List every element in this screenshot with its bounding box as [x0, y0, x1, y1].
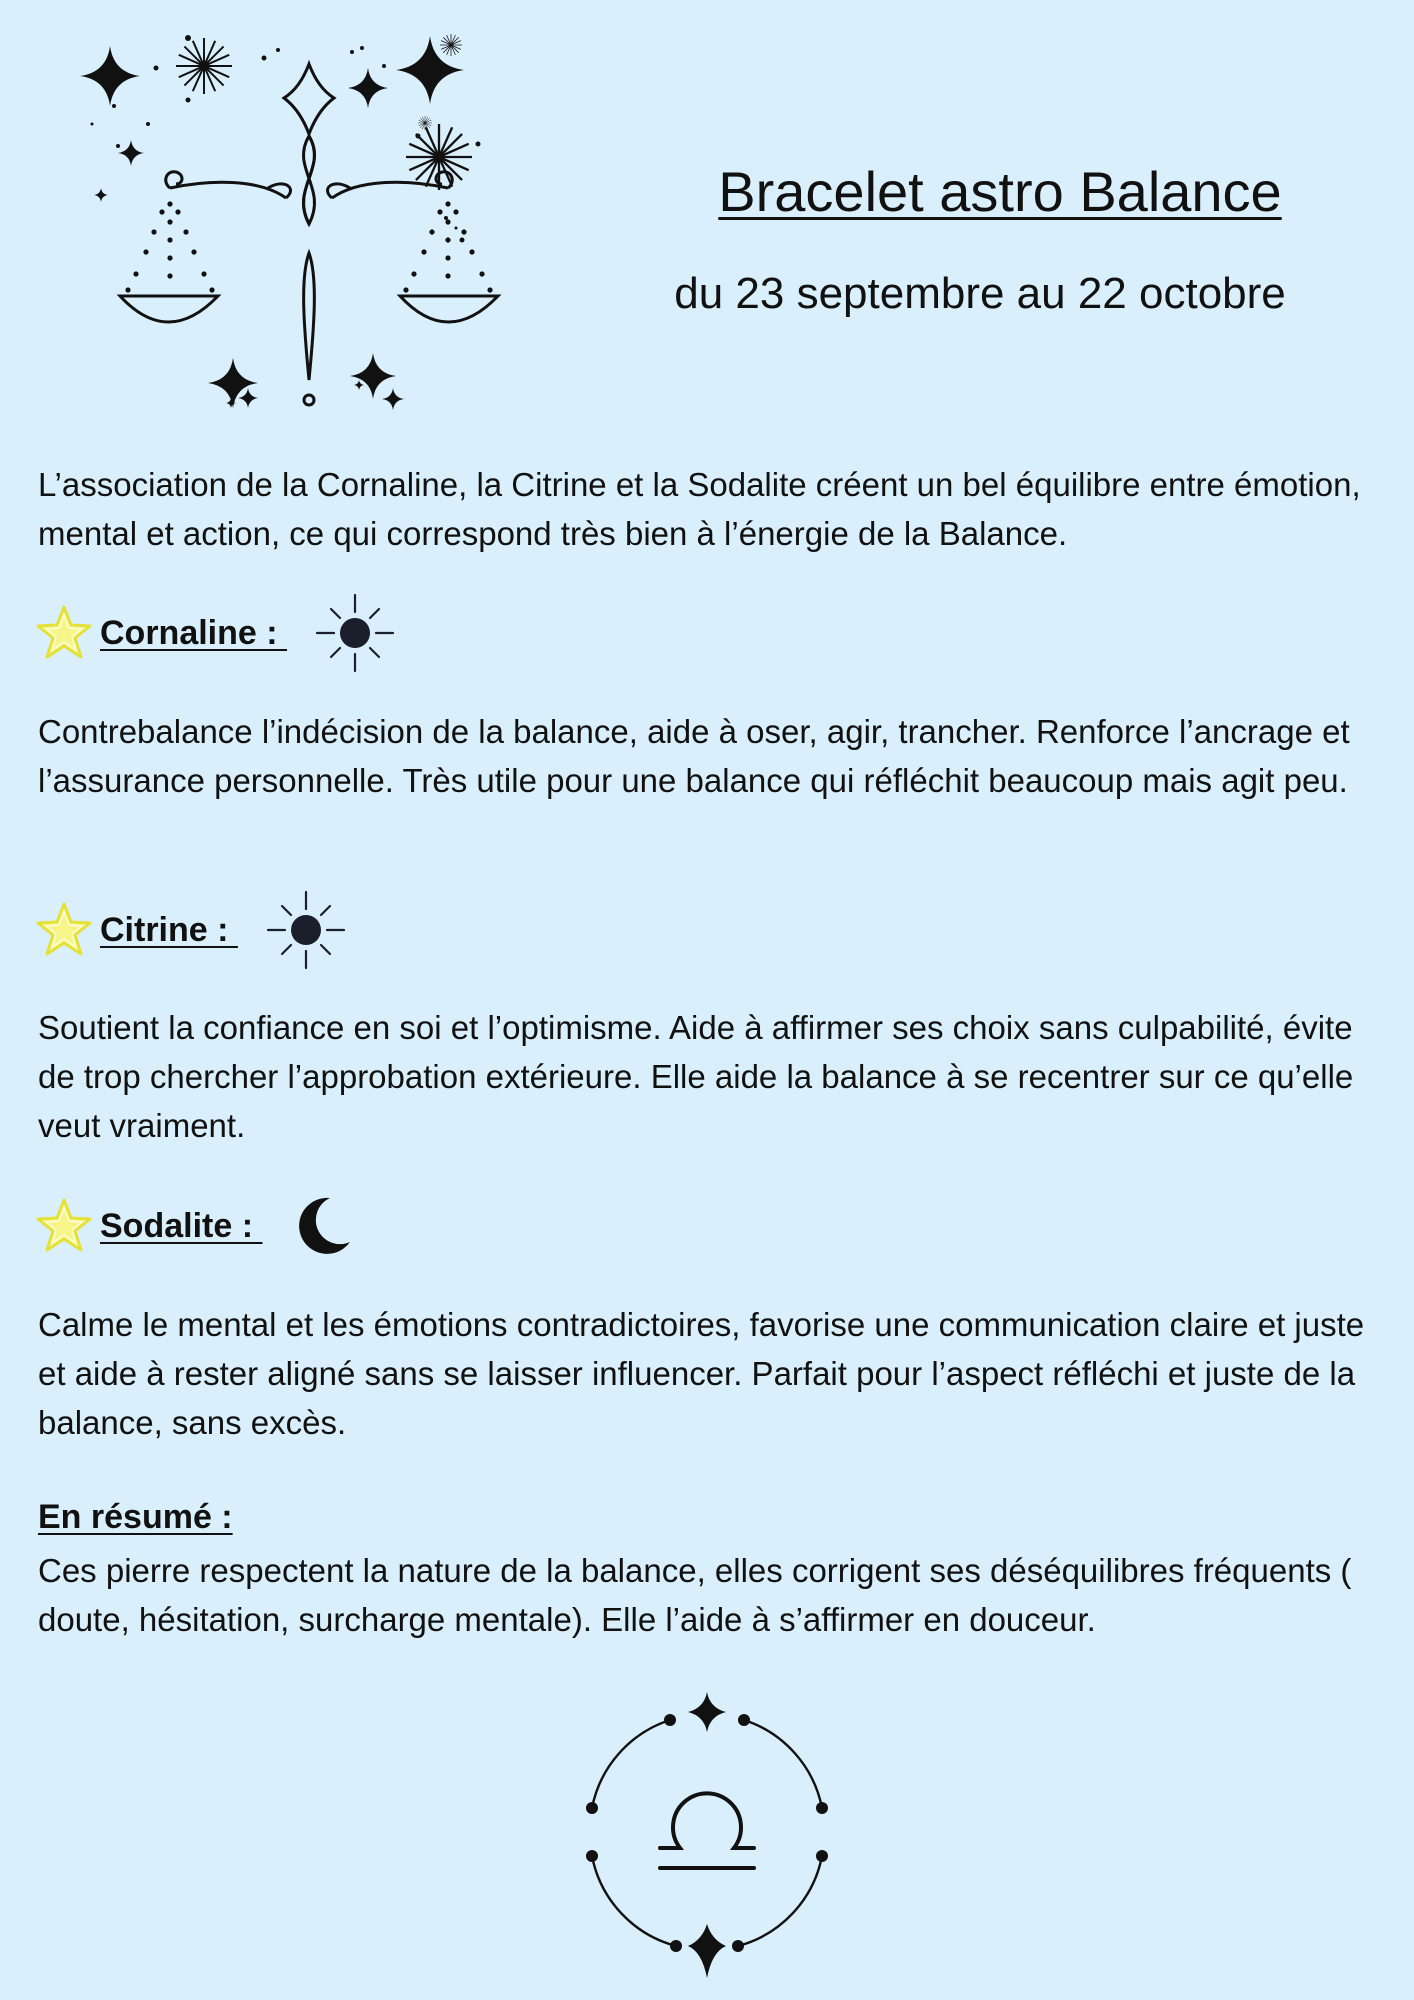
sun-icon [315, 593, 395, 673]
stone-label: Sodalite : [100, 1206, 263, 1245]
summary-paragraph: Ces pierre respectent la nature de la balance, elles corrigent ses déséquilibres fréquents ( doute, hésitation, surcharge mentale). Elle l’aide à s’affirmer en douceur. [38, 1552, 1352, 1638]
page-title: Bracelet astro Balance [718, 160, 1282, 223]
stone-description-sodalite: Calme le mental et les émotions contradictoires, favorise une communication claire et juste et aide à rester aligné sans se laisser influencer. Parfait pour l’aspect réfléchi et juste de la balance, sans excès. [38, 1306, 1365, 1441]
intro-paragraph: L’association de la Cornaline, la Citrine et la Sodalite créent un bel équilibre entre émotion, mental et action, ce qui correspond très bien à l’énergie de la Balance. [38, 466, 1361, 552]
stone-label: Cornaline : [100, 613, 288, 652]
yellow-star-icon [32, 601, 96, 665]
stone-heading-citrine [32, 898, 346, 962]
libra-zodiac-symbol [576, 1692, 838, 1982]
libra-scales-illustration [78, 28, 538, 438]
stone-description-citrine: Soutient la confiance en soi et l’optimisme. Aide à affirmer ses choix sans culpabilité, évite de trop chercher l’approbation extérieure. Elle aide la balance à se recentrer sur ce qu’elle veut vraiment. [38, 1009, 1354, 1144]
moon-icon [290, 1194, 354, 1258]
stone-label: Citrine : [100, 910, 238, 949]
yellow-star-icon [32, 898, 96, 962]
stone-description-cornaline: Contrebalance l’indécision de la balance, aide à oser, agir, trancher. Renforce l’ancrage et l’assurance personnelle. Très utile pour une balance qui réfléchit beaucoup mais agit peu. [38, 713, 1350, 799]
stone-heading-cornaline [32, 601, 395, 665]
yellow-star-icon [32, 1194, 96, 1258]
sun-icon [266, 890, 346, 970]
summary-heading: En résumé : [38, 1498, 233, 1536]
stone-heading-sodalite [32, 1194, 354, 1258]
date-range: du 23 septembre au 22 octobre [674, 269, 1286, 318]
